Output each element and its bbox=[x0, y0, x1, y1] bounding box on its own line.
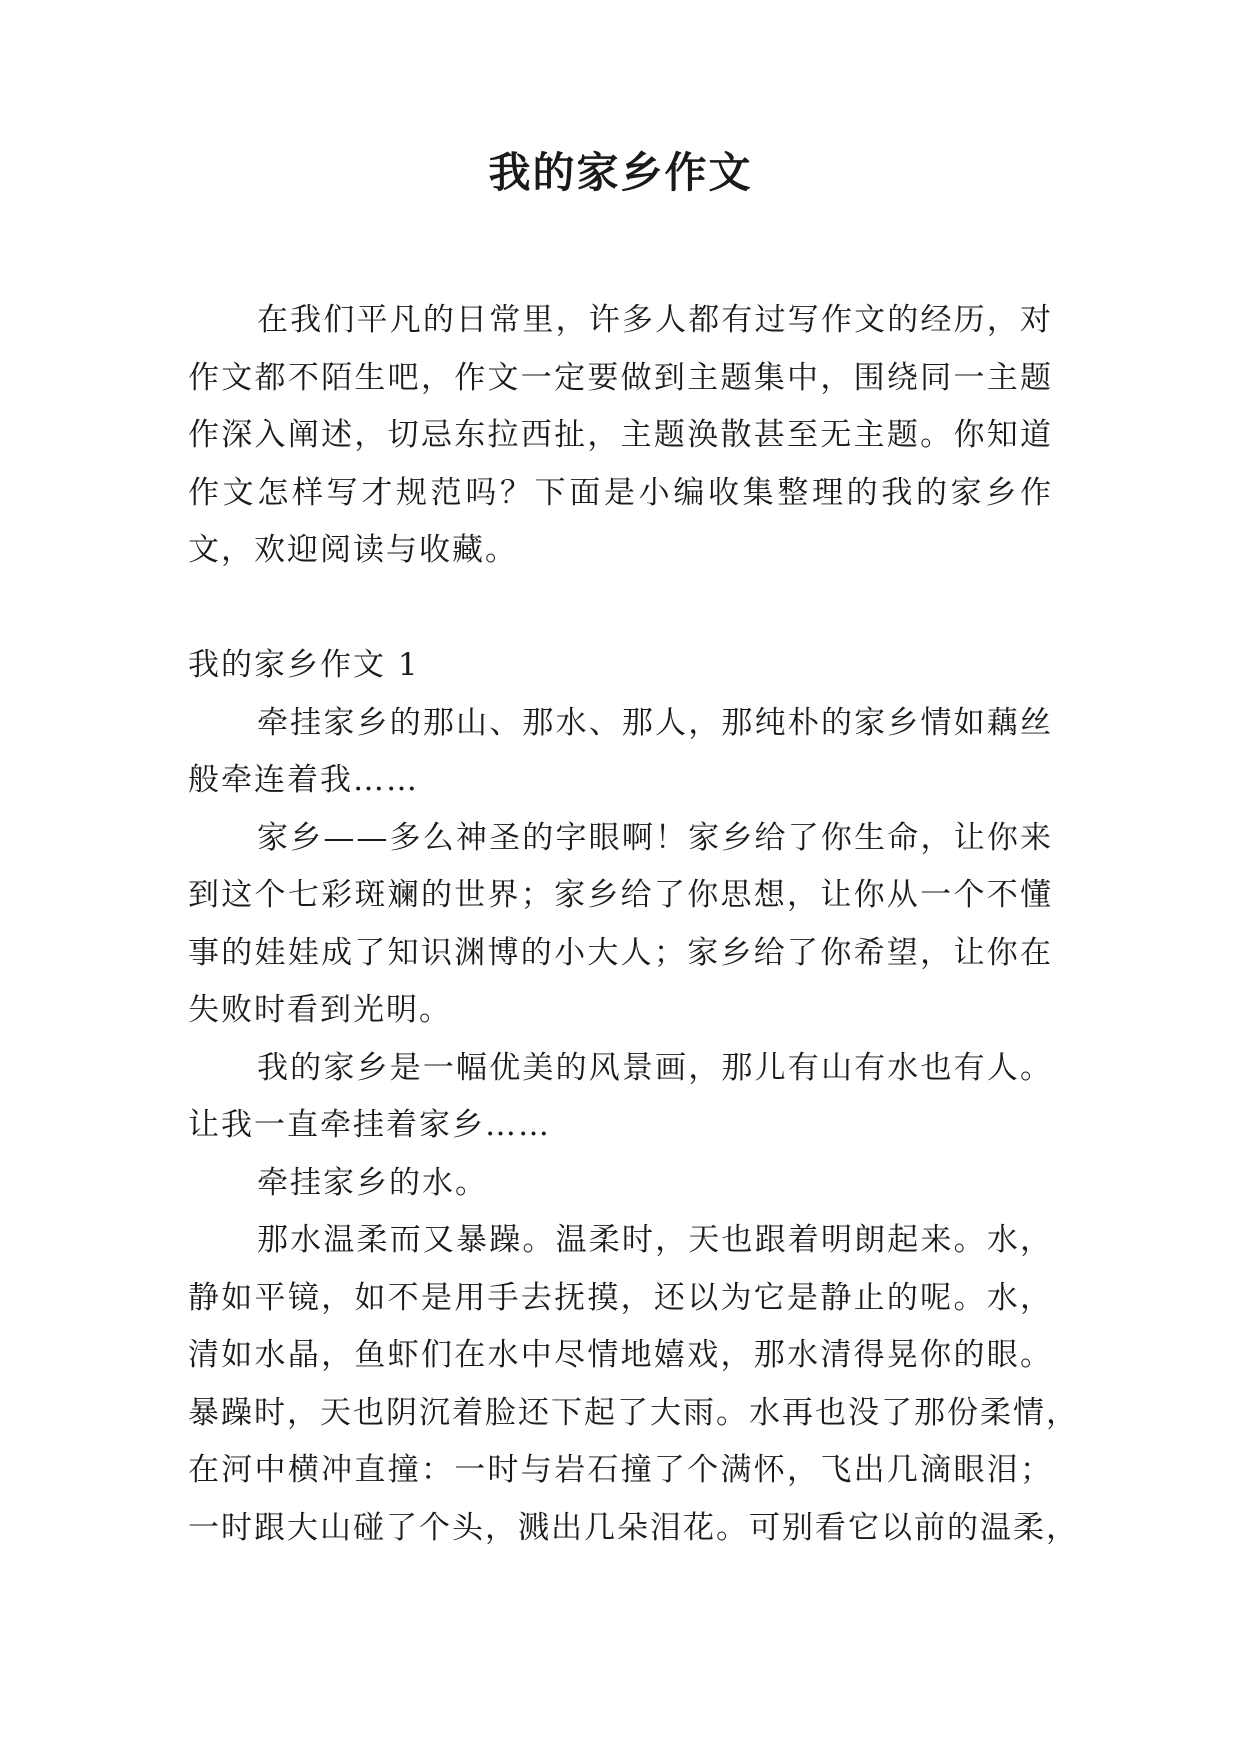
document-title: 我的家乡作文 bbox=[488, 148, 753, 197]
document-body bbox=[188, 292, 1079, 1557]
text-line: 牵挂家乡的那山、那水、那人，那纯朴的家乡情如藕丝 bbox=[257, 704, 1053, 741]
text-line: 牵挂家乡的水。 bbox=[257, 1164, 488, 1201]
text-line: 暴躁时，天也阴沉着脸还下起了大雨。水再也没了那份柔情， bbox=[188, 1394, 1079, 1431]
text-line: 让我一直牵挂着家乡…… bbox=[188, 1107, 551, 1143]
text-line: 作文怎样写才规范吗？下面是小编收集整理的我的家乡作 bbox=[188, 474, 1053, 511]
text-line: 作深入阐述，切忌东拉西扯，主题涣散甚至无主题。你知道 bbox=[188, 417, 1053, 453]
section-heading: 我的家乡作文 1 bbox=[188, 647, 420, 683]
text-line: 清如水晶，鱼虾们在水中尽情地嬉戏，那水清得晃你的眼。 bbox=[188, 1337, 1053, 1373]
paragraph-5 bbox=[188, 1212, 1079, 1557]
text-line: 那水温柔而又暴躁。温柔时，天也跟着明朗起来。水， bbox=[257, 1222, 1053, 1258]
intro-paragraph bbox=[188, 292, 1053, 580]
text-line: 到这个七彩斑斓的世界；家乡给了你思想，让你从一个不懂 bbox=[188, 877, 1053, 913]
text-line: 文，欢迎阅读与收藏。 bbox=[188, 532, 518, 568]
text-line: 家乡——多么神圣的字眼啊！家乡给了你生命，让你来 bbox=[257, 819, 1053, 856]
paragraph-2 bbox=[188, 810, 1053, 1040]
text-line: 失败时看到光明。 bbox=[188, 992, 452, 1028]
text-line: 作文都不陌生吧，作文一定要做到主题集中，围绕同一主题 bbox=[188, 359, 1053, 396]
paragraph-spacer bbox=[188, 580, 1053, 638]
text-line: 一时跟大山碰了个头，溅出几朵泪花。可别看它以前的温柔， bbox=[188, 1509, 1079, 1546]
paragraph-4 bbox=[188, 1155, 1053, 1213]
text-line: 事的娃娃成了知识渊博的小大人；家乡给了你希望，让你在 bbox=[188, 934, 1053, 971]
paragraph-1 bbox=[188, 695, 1053, 810]
text-line: 我的家乡是一幅优美的风景画，那儿有山有水也有人。 bbox=[257, 1049, 1053, 1086]
text-line: 般牵连着我…… bbox=[188, 762, 419, 798]
text-line: 静如平镜，如不是用手去抚摸，还以为它是静止的呢。水， bbox=[188, 1279, 1053, 1316]
text-line: 在我们平凡的日常里，许多人都有过写作文的经历，对 bbox=[257, 302, 1053, 338]
text-line: 在河中横冲直撞：一时与岩石撞了个满怀，飞出几滴眼泪； bbox=[188, 1452, 1053, 1488]
paragraph-3 bbox=[188, 1040, 1053, 1155]
